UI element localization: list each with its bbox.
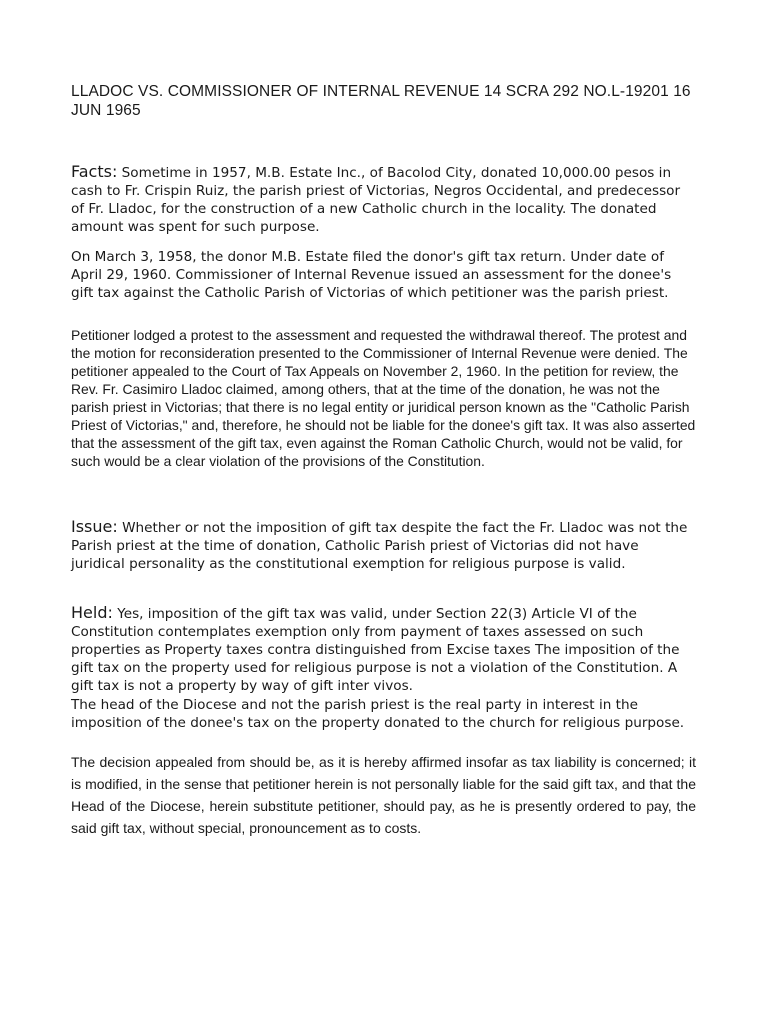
donor-return-paragraph: On March 3, 1958, the donor M.B. Estate filed the donor's gift tax return. Under date of April 29, 1960. Commissioner of Internal Revenue issued an assessment for the donee's gift tax against the Catholic Parish of Victorias of which petitioner was the parish priest. (71, 249, 672, 301)
held-diocese-paragraph: The head of the Diocese and not the parish priest is the real party in interest in the imposition of the donee's tax on the property donated to the church for religious purpose. (71, 697, 685, 731)
held-label: Held: (71, 603, 113, 622)
held-text: Yes, imposition of the gift tax was valid, under Section 22(3) Article VI of the Constitution contemplates exemption only from payment of taxes assessed on such properties as Property taxes contra distinguished from Excise taxes The imposition of the gift tax on the property used for religious purpose is not a violation of the Constitution. A gift tax is not a property by way of gift inter vivos. (71, 606, 680, 694)
facts-label: Facts: (71, 162, 118, 181)
decision-paragraph: The decision appealed from should be, as it is hereby affirmed insofar as tax liability is concerned; it is modified, in the sense that petitioner herein is not personally liable for the said gift tax, and that the Head of the Diocese, herein substitute petitioner, should pay, as he is presently ordered to pay, the said gift tax, without special, pronouncement as to costs. (71, 754, 696, 836)
issue-label: Issue: (71, 517, 118, 536)
issue-section (71, 518, 696, 573)
issue-text: Whether or not the imposition of gift tax despite the fact the Fr. Lladoc was not the Parish priest at the time of donation, Catholic Parish priest of Victorias did not have juridical personality as the constitutional exemption for religious purpose is valid. (71, 520, 688, 572)
case-title: LLADOC VS. COMMISSIONER OF INTERNAL REVENUE 14 SCRA 292 NO.L-19201 16 JUN 1965 (71, 83, 691, 119)
facts-text: Sometime in 1957, M.B. Estate Inc., of Bacolod City, donated 10,000.00 pesos in cash to Fr. Crispin Ruiz, the parish priest of Victorias, Negros Occidental, and predecessor of Fr. Lladoc, for the construction of a new Catholic church in the locality. The donated amount was spent for such purpose. (71, 165, 681, 235)
held-section (71, 604, 696, 695)
protest-paragraph: Petitioner lodged a protest to the assessment and requested the withdrawal thereof. The protest and the motion for reconsideration presented to the Commissioner of Internal Revenue were denied. The petitioner appealed to the Court of Tax Appeals on November 2, 1960. In the petition for review, the Rev. Fr. Casimiro Lladoc claimed, among others, that at the time of the donation, he was not the parish priest in Victorias; that there is no legal entity or juridical person known as the "Catholic Parish Priest of Victorias," and, therefore, he should not be liable for the donee's gift tax. It was also asserted that the assessment of the gift tax, even against the Roman Catholic Church, would not be valid, for such would be a clear violation of the provisions of the Constitution. (71, 327, 696, 469)
facts-section (71, 163, 696, 236)
